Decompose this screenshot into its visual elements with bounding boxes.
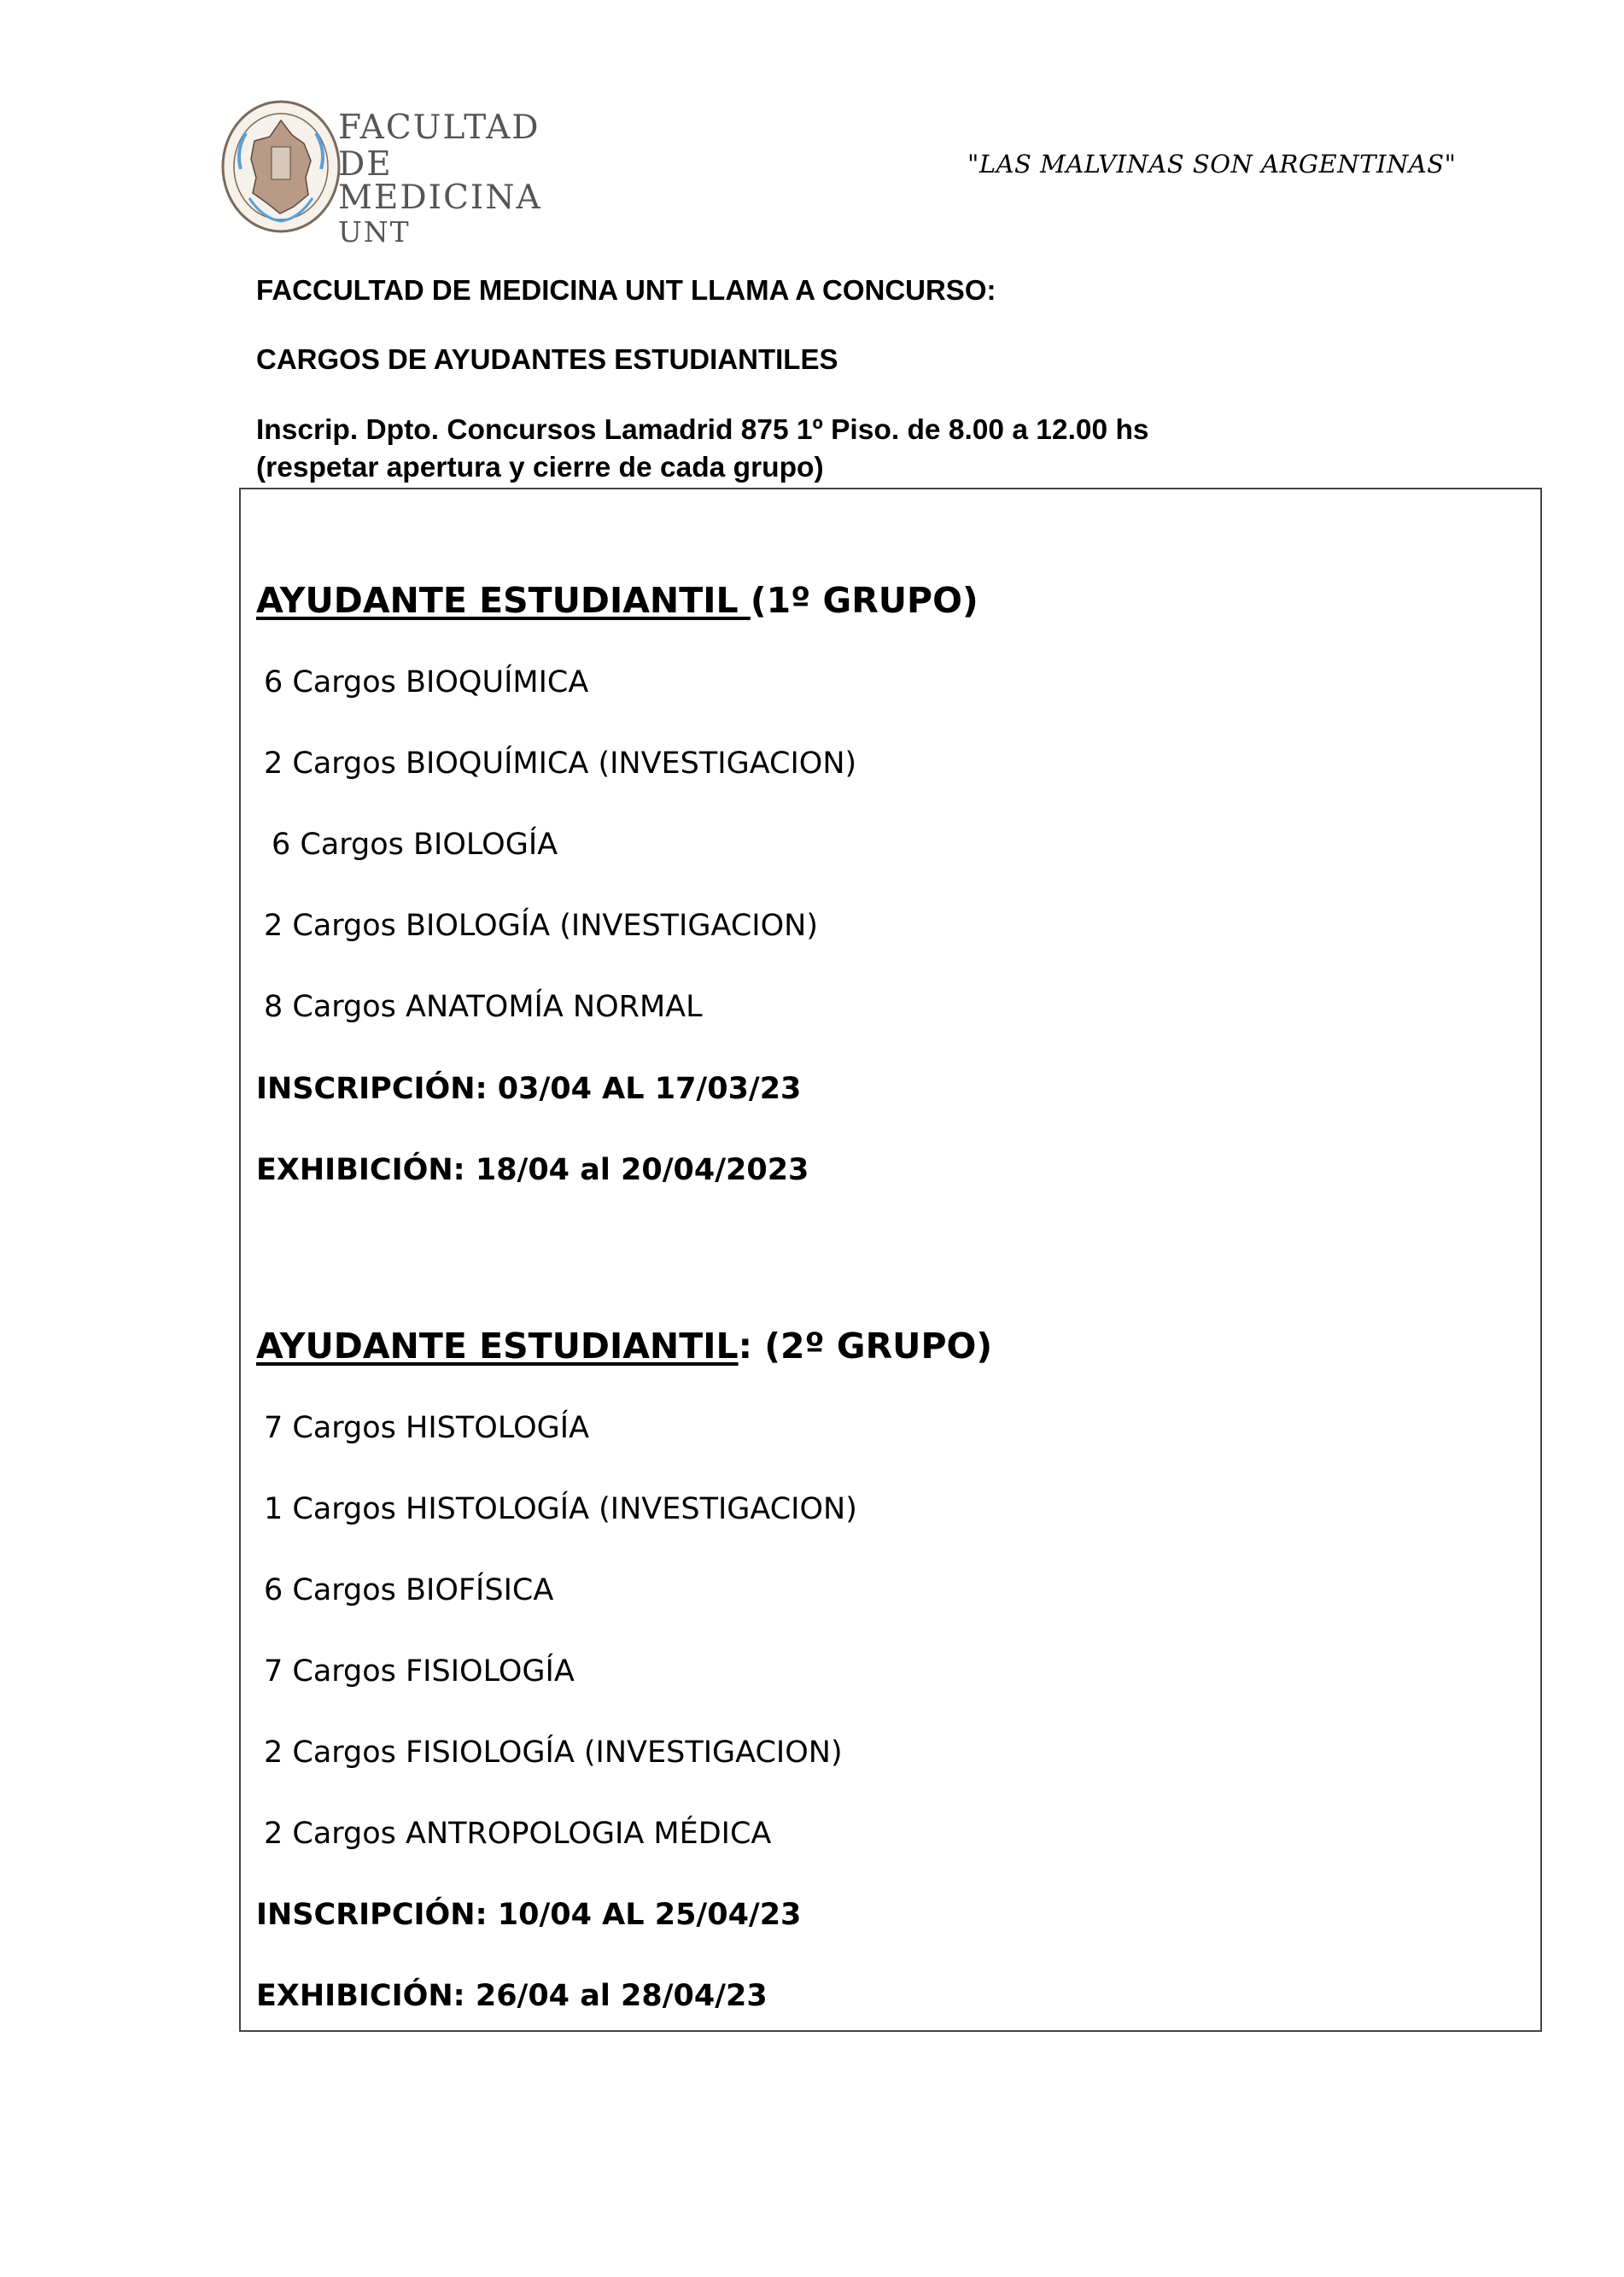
group-2-inscription-dates: INSCRIPCIÓN: 10/04 AL 25/04/23 [256, 1898, 802, 1932]
list-item: 6 Cargos BIOLOGÍA [272, 828, 558, 862]
list-item: 6 Cargos BIOQUÍMICA [264, 665, 589, 699]
list-item: 7 Cargos FISIOLOGÍA [264, 1654, 575, 1689]
list-item: 8 Cargos ANATOMÍA NORMAL [264, 990, 703, 1024]
university-seal-icon [220, 99, 342, 234]
list-item: 6 Cargos BIOFÍSICA [264, 1573, 554, 1607]
list-item: 2 Cargos ANTROPOLOGIA MÉDICA [264, 1817, 772, 1851]
list-item: 2 Cargos FISIOLOGÍA (INVESTIGACION) [264, 1736, 843, 1770]
logo-line-1: FACULTAD [338, 108, 540, 147]
positions-box [239, 488, 1542, 2032]
header-inscription-info: Inscrip. Dpto. Concursos Lamadrid 875 1º Piso. de 8.00 a 12.00 hs [256, 414, 1149, 446]
logo-line-3: UNT [338, 215, 411, 249]
logo-line-2: DE MEDICINA [338, 145, 542, 217]
group-2-title-underlined: AYUDANTE ESTUDIANTIL [256, 1326, 739, 1367]
list-item: 1 Cargos HISTOLOGÍA (INVESTIGACION) [264, 1492, 857, 1526]
group-1-title-rest: (1º GRUPO) [750, 580, 978, 621]
list-item: 7 Cargos HISTOLOGÍA [264, 1411, 590, 1445]
logo-wordmark [338, 108, 596, 249]
motto: "LAS MALVINAS SON ARGENTINAS" [967, 149, 1457, 179]
group-1-title [256, 580, 978, 621]
header-note: (respetar apertura y cierre de cada grupo) [256, 452, 824, 483]
faculty-logo [220, 96, 596, 249]
group-1-inscription-dates: INSCRIPCIÓN: 03/04 AL 17/03/23 [256, 1072, 802, 1106]
group-2-title [256, 1326, 993, 1367]
group-1-exhibition-dates: EXHIBICIÓN: 18/04 al 20/04/2023 [256, 1153, 809, 1187]
list-item: 2 Cargos BIOLOGÍA (INVESTIGACION) [264, 909, 818, 943]
header-title: FACCULTAD DE MEDICINA UNT LLAMA A CONCURSO: [256, 274, 996, 306]
header-subtitle: CARGOS DE AYUDANTES ESTUDIANTILES [256, 343, 838, 375]
group-1-title-underlined: AYUDANTE ESTUDIANTIL [256, 580, 751, 621]
group-2-title-rest: : (2º GRUPO) [738, 1326, 993, 1367]
group-2-exhibition-dates: EXHIBICIÓN: 26/04 al 28/04/23 [256, 1979, 768, 2013]
list-item: 2 Cargos BIOQUÍMICA (INVESTIGACION) [264, 746, 857, 781]
